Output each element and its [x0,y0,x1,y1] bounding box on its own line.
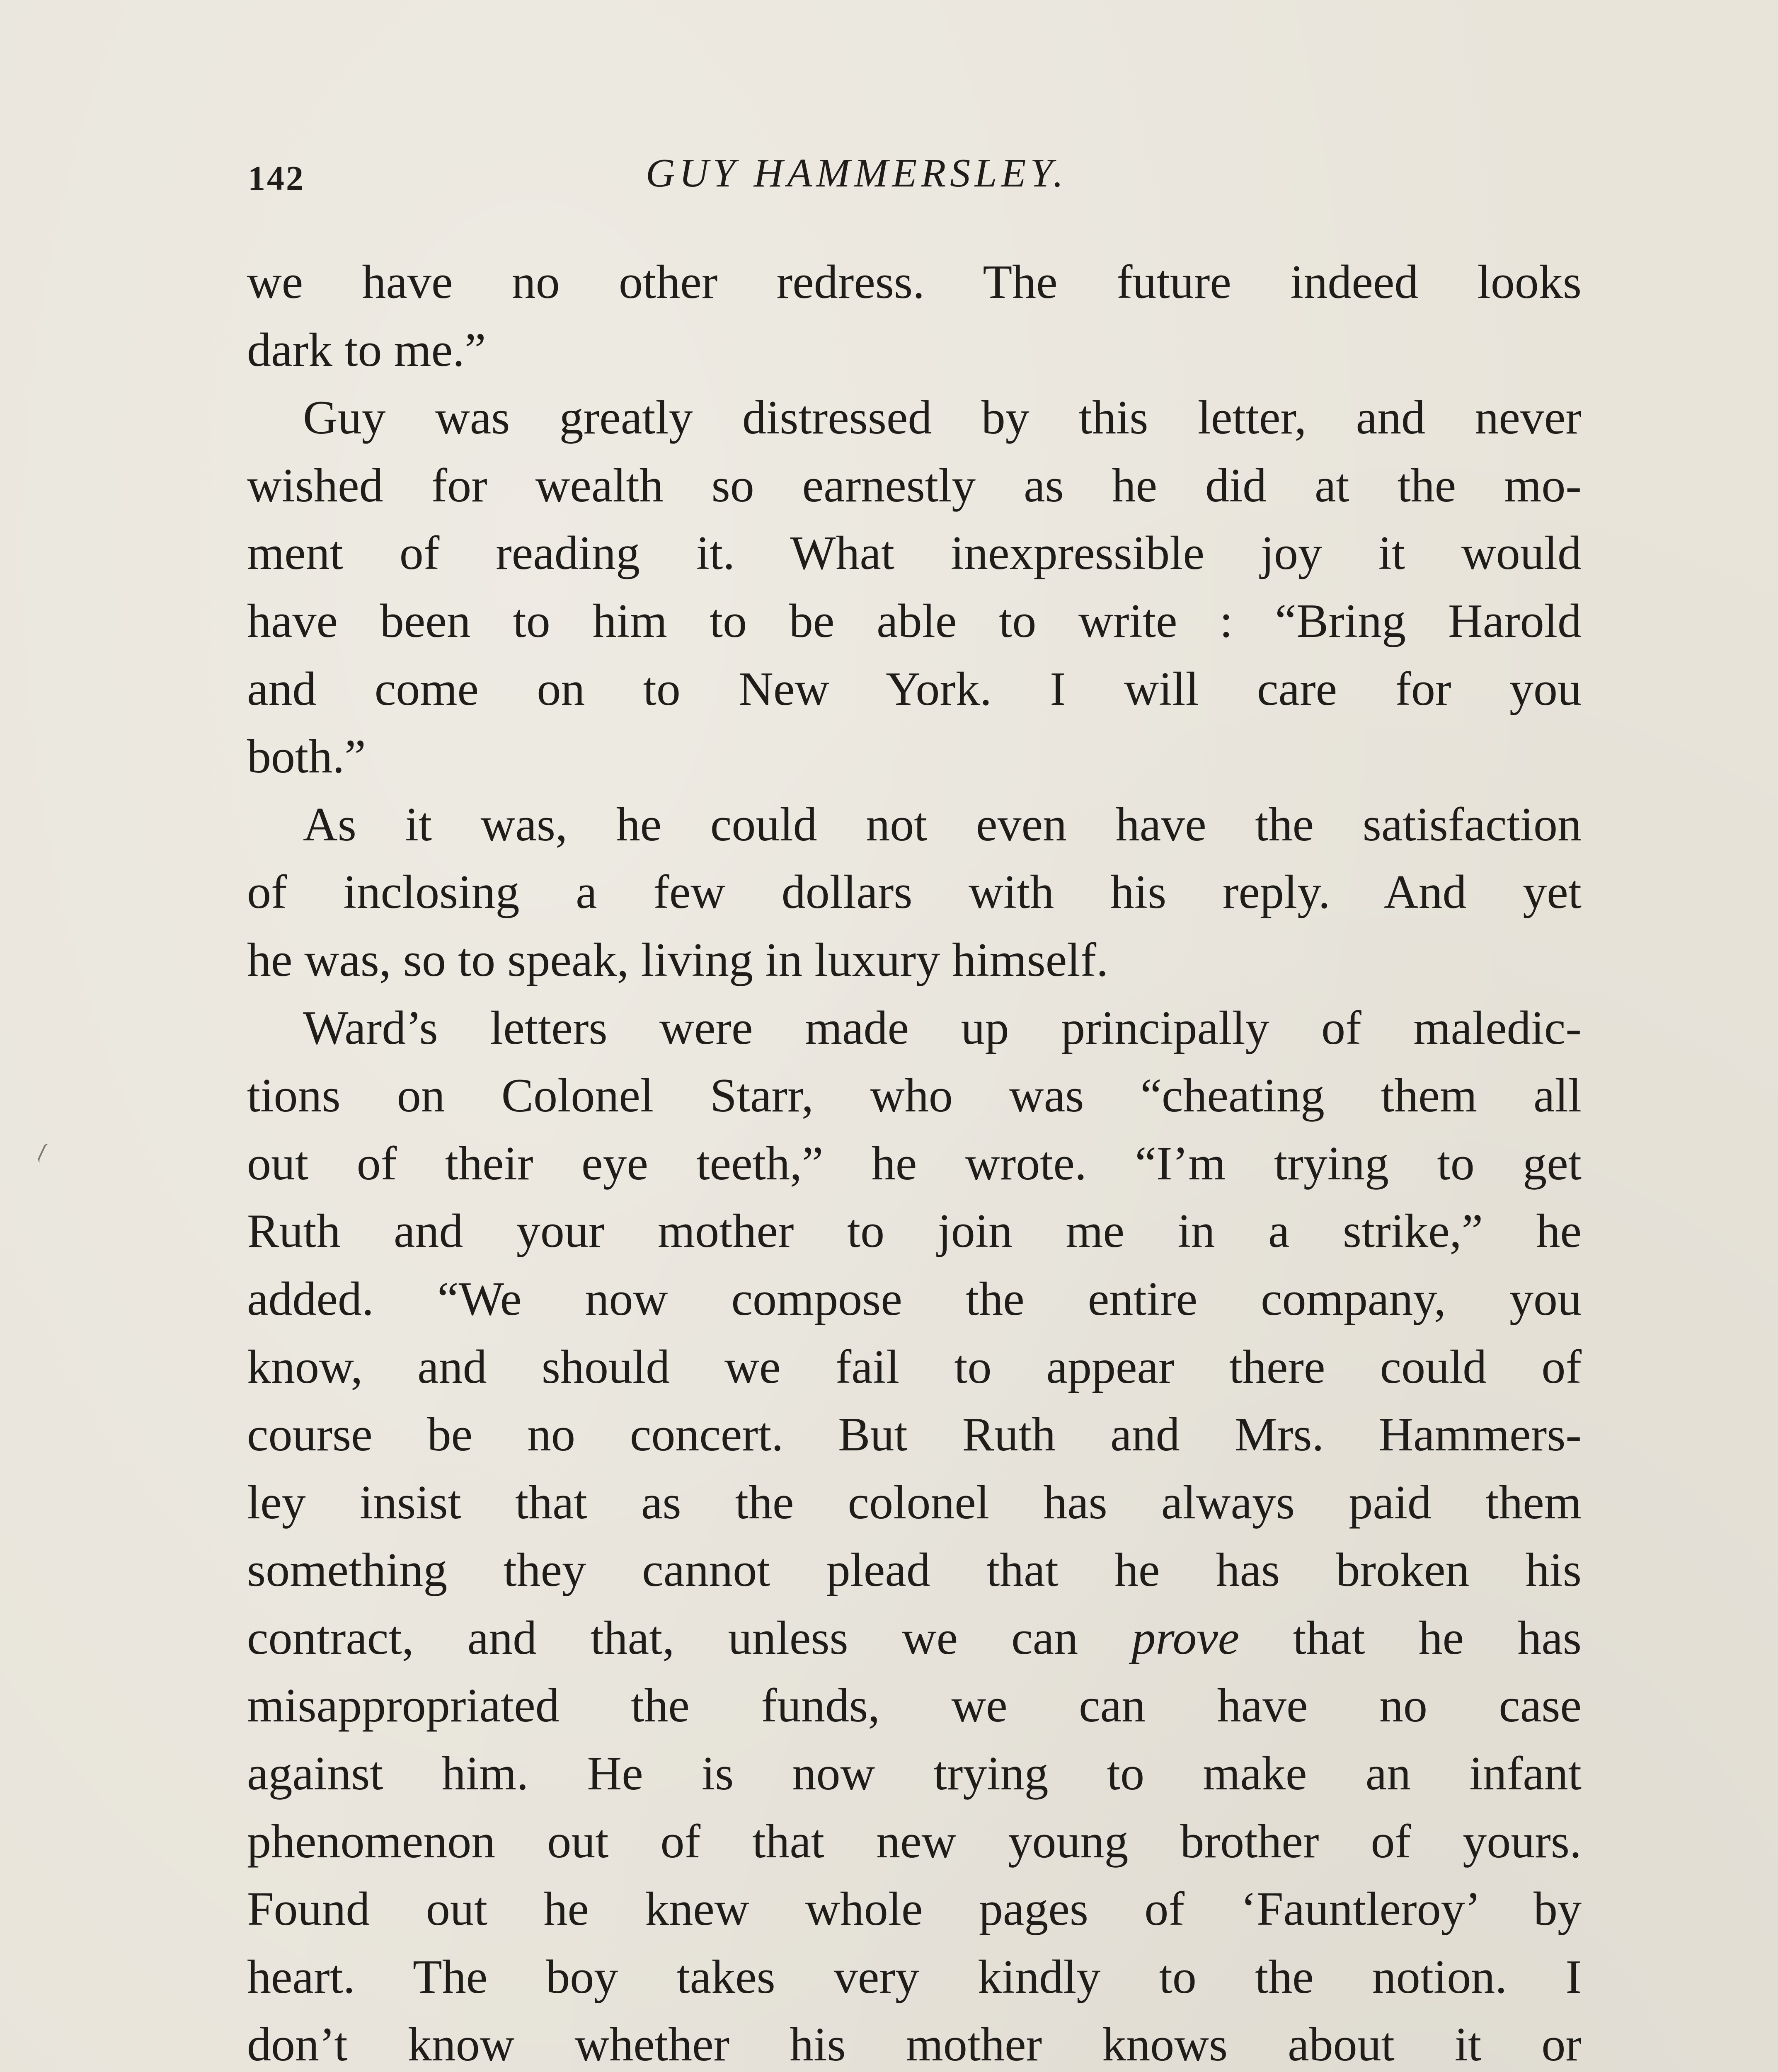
text-line: and come on to New York. I will care for you [247,662,1582,716]
stray-pencil-mark [37,1143,56,1166]
text-line: something they cannot plead that he has broken his [247,1544,1582,1597]
text-line: Found out he knew whole pages of ‘Fauntleroy’ by [247,1883,1582,1936]
page-number: 142 [248,159,305,198]
italic-word: prove [1131,1611,1240,1665]
text-line: don’t know whether his mother knows about it or [247,2018,1582,2072]
running-head: GUY HAMMERSLEY. [646,151,1068,196]
text-line: added. “We now compose the entire company, you [247,1272,1582,1326]
text-line: Ward’s letters were made up principally of maledic- [303,1001,1582,1055]
text-line: know, and should we fail to appear there could of [247,1340,1582,1394]
text-line: of inclosing a few dollars with his reply. And yet [247,866,1582,919]
text-line: both.” [247,730,366,784]
text-line: out of their eye teeth,” he wrote. “I’m trying to get [247,1137,1582,1190]
page-header [248,150,1582,208]
body-text [247,249,1582,2072]
text-line: Ruth and your mother to join me in a strike,” he [247,1205,1582,1258]
text-line: course be no concert. But Ruth and Mrs. Hammers- [247,1408,1582,1462]
text-line: misappropriated the funds, we can have no case [247,1679,1582,1733]
text-line: Guy was greatly distressed by this letter, and never [303,391,1582,445]
text-line: we have no other redress. The future indeed looks [247,256,1582,309]
text-line: ment of reading it. What inexpressible joy it would [247,527,1582,580]
text-line: tions on Colonel Starr, who was “cheating them all [247,1069,1582,1123]
text-line: he was, so to speak, living in luxury himself. [247,933,1109,987]
text-line: wished for wealth so earnestly as he did at the mo- [247,459,1582,512]
text-line: against him. He is now trying to make an infant [247,1747,1582,1801]
text-line: As it was, he could not even have the satisfaction [303,798,1582,851]
text-line: phenomenon out of that new young brother of yours. [247,1815,1582,1868]
text-line: have been to him to be able to write : “Bring Harold [247,594,1582,648]
text-line-with-italic [247,1605,1582,1673]
text-line: dark to me.” [247,323,486,377]
text-line: ley insist that as the colonel has always paid them [247,1476,1582,1529]
text-segment: contract, and that, unless we can [247,1611,1132,1665]
text-segment: that he has [1239,1611,1582,1665]
text-line: heart. The boy takes very kindly to the notion. I [247,1950,1582,2004]
